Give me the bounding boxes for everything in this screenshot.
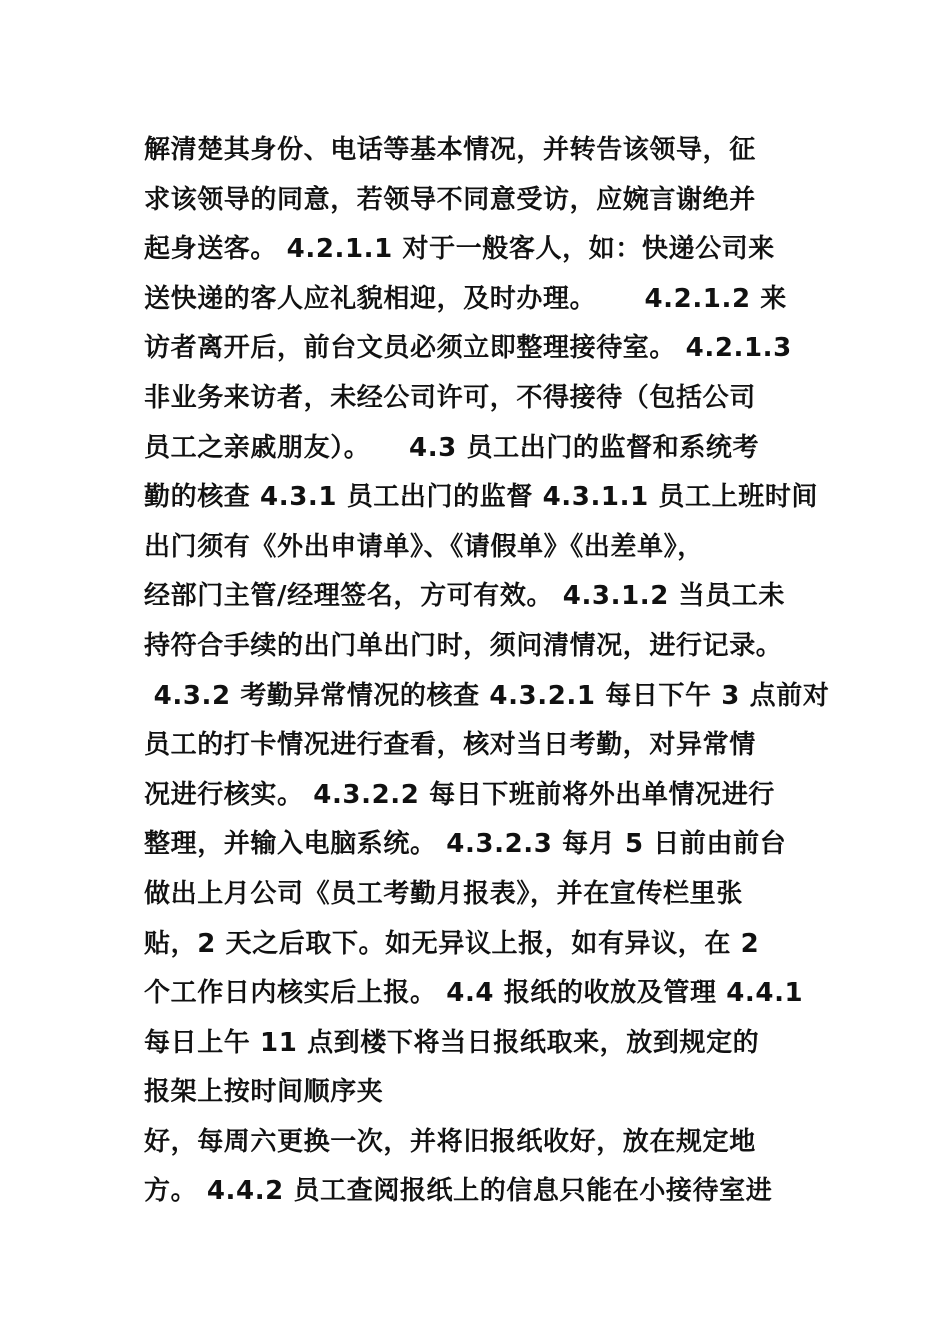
text-line: 勤的核查 4.3.1 员工出门的监督 4.3.1.1 员工上班时间 [144,482,819,513]
text-line: 经部门主管/经理签名，方可有效。 4.3.1.2 当员工未 [144,581,785,612]
body-text [144,126,834,1217]
text-line: 起身送客。 4.2.1.1 对于一般客人，如：快递公司来 [144,234,775,265]
text-line: 4.3.2 考勤异常情况的核查 4.3.2.1 每日下午 3 点前对 [144,680,830,711]
text-line: 方。 4.4.2 员工查阅报纸上的信息只能在小接待室进 [144,1176,773,1207]
text-line: 做出上月公司《员工考勤月报表》，并在宣传栏里张 [144,878,743,909]
text-line: 每日上午 11 点到楼下将当日报纸取来，放到规定的 [144,1027,760,1058]
text-line: 持符合手续的出门单出门时，须问清情况，进行记录。 [144,630,783,661]
text-line: 况进行核实。 4.3.2.2 每日下班前将外出单情况进行 [144,779,775,810]
text-line: 个工作日内核实后上报。 4.4 报纸的收放及管理 4.4.1 [144,978,804,1009]
text-line: 访者离开后，前台文员必须立即整理接待室。 4.2.1.3 [144,333,792,364]
text-line: 求该领导的同意，若领导不同意受访，应婉言谢绝并 [144,184,756,215]
text-line: 送快递的客人应礼貌相迎，及时办理。 4.2.1.2 来 [144,283,787,314]
text-line: 好，每周六更换一次，并将旧报纸收好，放在规定地 [144,1126,756,1157]
text-line: 员工的打卡情况进行查看，核对当日考勤，对异常情 [144,730,756,761]
text-line: 出门须有《外出申请单》、《请假单》《出差单》， [144,531,704,562]
text-line: 贴，2 天之后取下。如无异议上报，如有异议，在 2 [144,928,760,959]
text-line: 员工之亲戚朋友）。 4.3 员工出门的监督和系统考 [144,432,760,463]
text-line: 非业务来访者，未经公司许可，不得接待（包括公司 [144,382,756,413]
text-line: 整理，并输入电脑系统。 4.3.2.3 每月 5 日前由前台 [144,829,787,860]
text-line: 解清楚其身份、电话等基本情况，并转告该领导，征 [144,135,756,165]
text-line: 报架上按时间顺序夹 [144,1077,384,1108]
